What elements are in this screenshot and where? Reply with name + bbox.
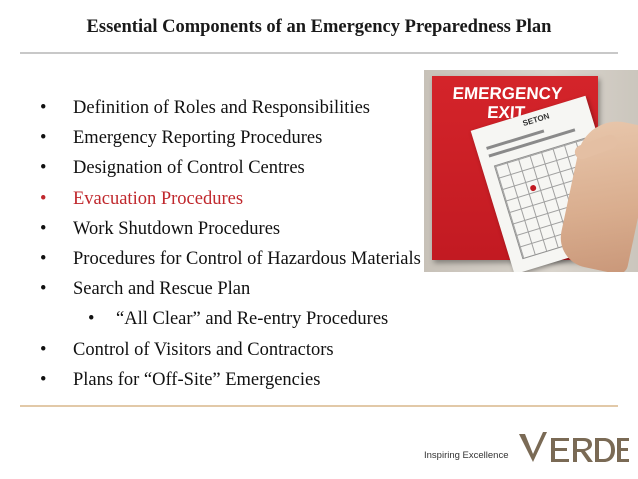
slide-title: Essential Components of an Emergency Preparedness Plan <box>86 17 552 37</box>
bullet-icon: • <box>40 188 47 209</box>
title-divider <box>20 52 618 54</box>
list-item-text: Definition of Roles and Responsibilities <box>73 98 371 118</box>
list-item <box>40 247 421 277</box>
bullet-icon: • <box>40 339 47 360</box>
list-item <box>40 96 421 126</box>
bullet-icon: • <box>40 158 47 179</box>
bullet-icon: • <box>40 128 47 149</box>
list-item <box>40 217 421 247</box>
sign-line-2: EXIT <box>486 103 526 122</box>
list-item-text: Search and Rescue Plan <box>73 279 251 300</box>
list-item-text: Emergency Reporting Procedures <box>73 128 323 149</box>
bullet-icon: • <box>40 98 47 118</box>
emergency-exit-photo <box>424 70 638 272</box>
bullet-list <box>40 96 421 398</box>
list-item-text: Evacuation Procedures <box>73 188 244 209</box>
bullet-icon: • <box>88 309 95 330</box>
list-item <box>40 368 421 398</box>
list-item-text: Plans for “Off-Site” Emergencies <box>73 369 321 390</box>
list-item-text: Work Shutdown Procedures <box>73 218 281 239</box>
list-item-highlighted <box>40 187 421 217</box>
list-item-text: “All Clear” and Re-entry Procedures <box>116 309 389 330</box>
bullet-icon: • <box>40 369 47 390</box>
verde-logo <box>517 428 629 468</box>
bullet-icon: • <box>40 279 47 300</box>
list-item <box>40 126 421 156</box>
list-item-text: Procedures for Control of Hazardous Materials <box>73 248 421 269</box>
list-item-text: Designation of Control Centres <box>73 158 305 179</box>
footer-tagline: Inspiring Excellence <box>424 450 509 461</box>
footer-divider <box>20 405 618 407</box>
list-item <box>40 338 421 368</box>
sheet-brand: SETON <box>521 111 551 129</box>
sub-list-item <box>40 307 421 337</box>
bullet-icon: • <box>40 248 47 269</box>
bullet-icon: • <box>40 218 47 239</box>
list-item <box>40 277 421 307</box>
sign-line-1: EMERGENCY <box>452 84 563 103</box>
list-item <box>40 156 421 186</box>
list-item-text: Control of Visitors and Contractors <box>73 339 334 360</box>
